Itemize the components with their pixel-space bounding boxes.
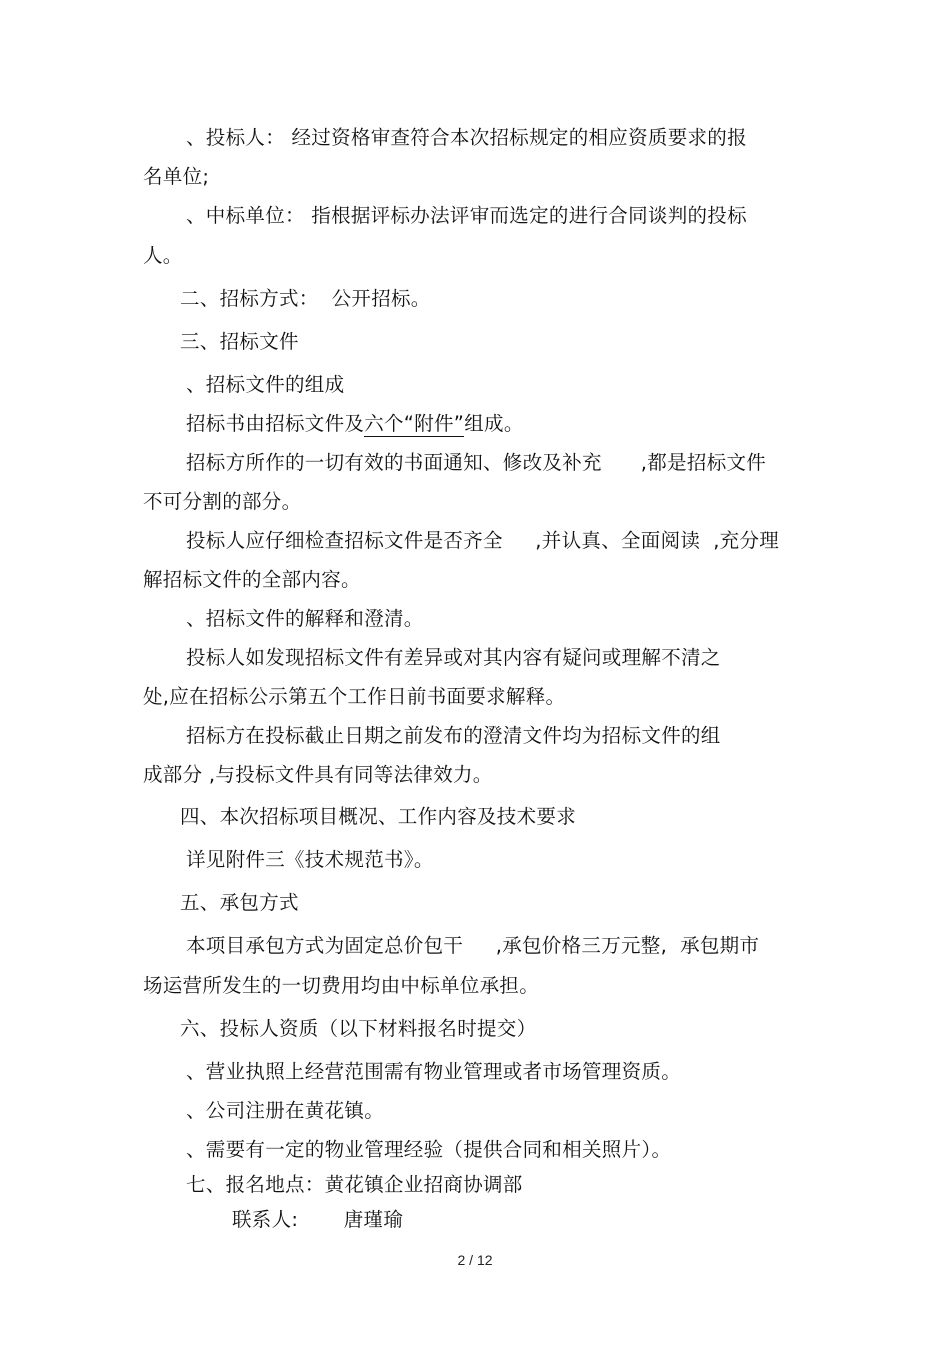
text-line: 不可分割的部分。 xyxy=(143,490,302,513)
page-number: 2 / 12 xyxy=(457,1252,493,1268)
text-line: 、投标人： 经过资格审查符合本次招标规定的相应资质要求的报 xyxy=(186,126,747,149)
text-line: 本项目承包方式为固定总价包干 ,承包价格三万元整, 承包期市 xyxy=(186,934,760,957)
text-line: 招标方所作的一切有效的书面通知、修改及补充 ,都是招标文件 xyxy=(186,451,767,474)
text-line: 处,应在招标公示第五个工作日前书面要求解释。 xyxy=(143,685,566,708)
text-line: 投标人应仔细检查招标文件是否齐全 ,并认真、全面阅读 ,充分理 xyxy=(186,529,780,552)
underlined-text: 六个“附件” xyxy=(364,412,465,435)
text-segment: 组成。 xyxy=(464,412,524,435)
text-line: 人。 xyxy=(143,244,183,267)
text-line: 解招标文件的全部内容。 xyxy=(143,568,361,591)
text-line: 、招标文件的解释和澄清。 xyxy=(186,607,424,630)
text-line xyxy=(186,411,524,437)
text-line: 、公司注册在黄花镇。 xyxy=(186,1099,385,1122)
text-line: 、招标文件的组成 xyxy=(186,373,345,396)
section-heading: 五、承包方式 xyxy=(180,891,299,914)
section-heading: 三、招标文件 xyxy=(180,330,299,353)
text-line: 招标方在投标截止日期之前发布的澄清文件均为招标文件的组 xyxy=(186,724,721,747)
text-line: 、需要有一定的物业管理经验（提供合同和相关照片）。 xyxy=(186,1138,672,1161)
section-heading: 二、招标方式： 公开招标。 xyxy=(180,287,431,310)
text-line: 场运营所发生的一切费用均由中标单位承担。 xyxy=(143,974,540,997)
text-line: 详见附件三《技术规范书》。 xyxy=(186,848,434,871)
text-segment: 招标书由招标文件及 xyxy=(186,412,365,435)
text-line: 投标人如发现招标文件有差异或对其内容有疑问或理解不清之 xyxy=(186,646,721,669)
section-heading: 六、投标人资质（以下材料报名时提交） xyxy=(180,1017,537,1040)
text-line: 成部分 ,与投标文件具有同等法律效力。 xyxy=(143,763,493,786)
section-heading: 七、报名地点：黄花镇企业招商协调部 xyxy=(186,1173,523,1196)
text-line: 、中标单位： 指根据评标办法评审而选定的进行合同谈判的投标 xyxy=(186,204,747,227)
section-heading: 四、本次招标项目概况、工作内容及技术要求 xyxy=(180,805,577,828)
text-line: 、营业执照上经营范围需有物业管理或者市场管理资质。 xyxy=(186,1060,682,1083)
text-line: 名单位; xyxy=(143,165,210,188)
contact-line: 联系人: 唐瑾瑜 xyxy=(232,1208,404,1231)
